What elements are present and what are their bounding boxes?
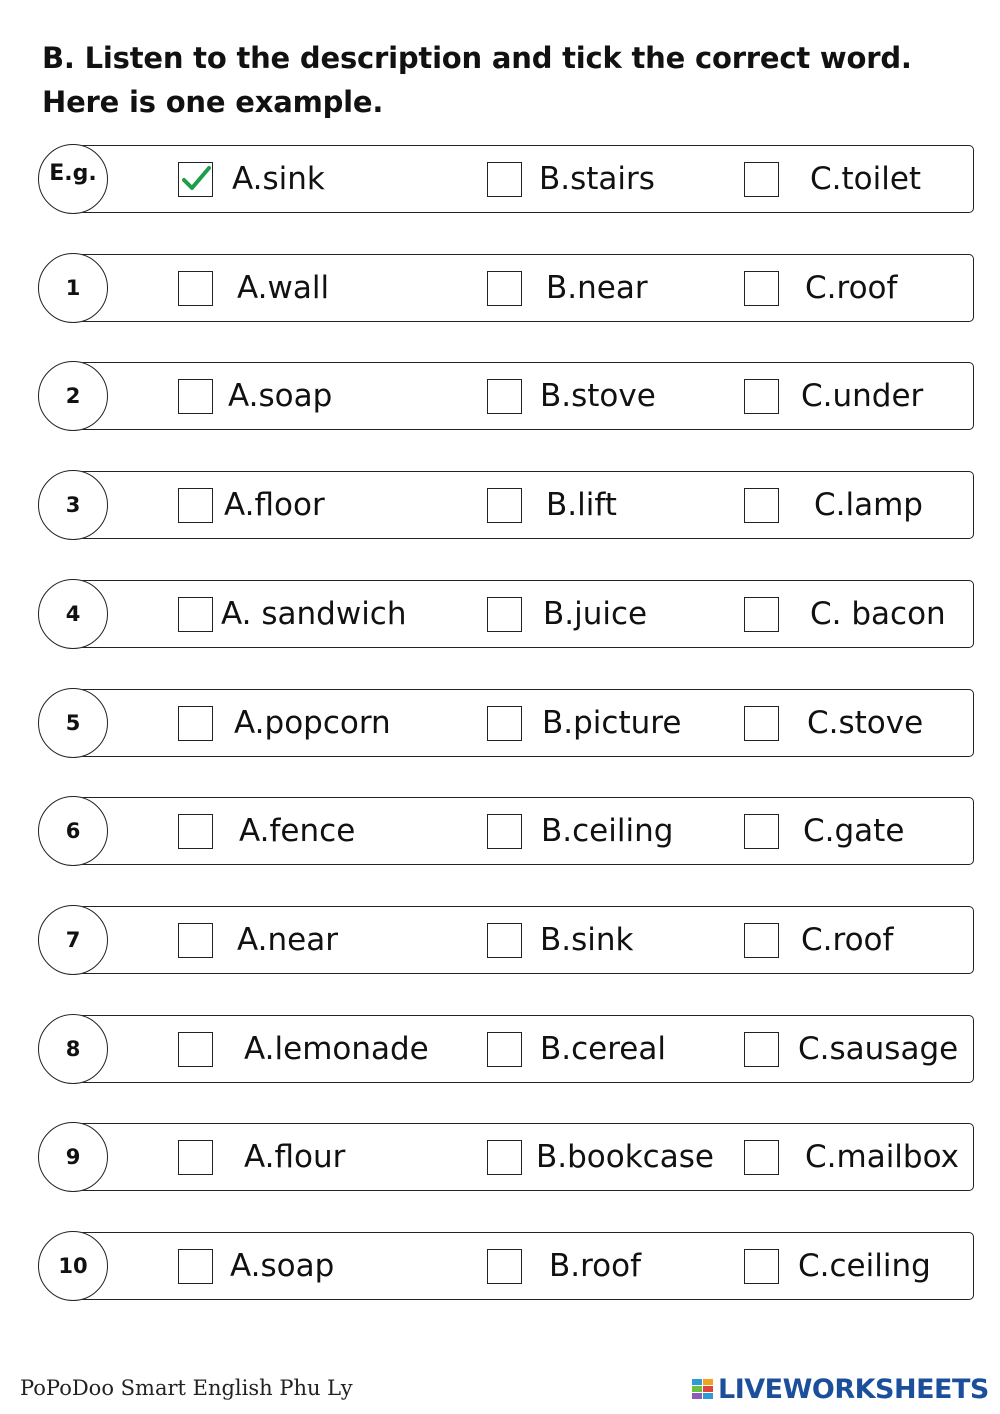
option-label: B.stove [540,378,656,415]
option-label: A.fence [239,813,356,850]
option-label: A.floor [224,487,325,524]
tick-checkbox[interactable] [744,1249,779,1284]
option-label: A.soap [230,1248,335,1284]
option-label: C.ceiling [798,1248,931,1284]
tick-checkbox[interactable] [744,488,779,523]
option-label: C.stove [807,704,924,741]
tick-checkbox[interactable] [744,1140,779,1175]
option-label: C.under [801,378,924,415]
instruction-line-2: Here is one example. [42,85,384,119]
question-row [0,362,1000,434]
tick-checkbox[interactable] [744,271,779,306]
tick-checkbox[interactable] [178,379,213,414]
option-label: A.near [237,921,338,958]
option-label: C.lamp [814,487,923,524]
question-row [0,906,1000,978]
tick-checkbox[interactable] [178,488,213,523]
question-row [0,1015,1000,1087]
tick-checkbox[interactable] [487,597,522,632]
option-label: C.roof [805,269,898,306]
question-row [0,254,1000,326]
tick-checkbox[interactable] [487,923,522,958]
tick-checkbox[interactable] [178,162,213,197]
question-row [0,797,1000,869]
option-label: B.roof [549,1248,642,1284]
tick-checkbox[interactable] [487,814,522,849]
liveworksheets-logo-icon [692,1377,714,1401]
option-label: C.roof [801,921,894,958]
question-number: 5 [38,688,108,758]
question-number: 4 [38,579,108,649]
question-row [0,580,1000,652]
question-row [0,1232,1000,1304]
option-label: B.juice [543,595,648,632]
tick-checkbox[interactable] [178,1032,213,1067]
tick-checkbox[interactable] [744,597,779,632]
question-number: 1 [38,253,108,323]
option-label: C.mailbox [805,1139,959,1176]
question-number: 10 [38,1231,108,1301]
tick-checkbox[interactable] [487,162,522,197]
tick-checkbox[interactable] [487,1032,522,1067]
option-label: A.sink [232,161,325,197]
liveworksheets-brand[interactable] [692,1372,989,1406]
tick-checkbox[interactable] [178,923,213,958]
option-label: B.stairs [539,161,655,197]
tick-checkbox[interactable] [178,597,213,632]
option-label: A. sandwich [221,595,407,632]
tick-checkbox[interactable] [178,271,213,306]
option-label: C.gate [803,813,905,850]
option-label: B.cereal [540,1030,666,1067]
option-label: A.soap [228,378,333,415]
option-label: A.wall [237,269,330,306]
tick-checkbox[interactable] [487,488,522,523]
tick-checkbox[interactable] [744,379,779,414]
question-number: E.g. [38,144,108,214]
tick-checkbox[interactable] [744,706,779,741]
checkmark-icon [181,164,211,194]
option-label: B.near [546,269,648,306]
tick-checkbox[interactable] [178,814,213,849]
question-number: 8 [38,1014,108,1084]
footer-credit: PoPoDoo Smart English Phu Ly [20,1376,353,1400]
tick-checkbox[interactable] [178,1140,213,1175]
example-row [0,145,1000,217]
question-number: 2 [38,361,108,431]
question-row [0,471,1000,543]
option-label: B.sink [540,921,634,958]
option-label: B.ceiling [541,813,674,850]
tick-checkbox[interactable] [744,814,779,849]
question-number: 7 [38,905,108,975]
option-label: B.picture [542,704,682,741]
tick-checkbox[interactable] [744,923,779,958]
tick-checkbox[interactable] [178,1249,213,1284]
question-number: 9 [38,1122,108,1192]
question-number: 3 [38,470,108,540]
option-label: A.lemonade [244,1030,429,1067]
option-label: C.toilet [810,161,922,197]
instruction-line-1: B. Listen to the description and tick the correct word. [42,41,912,75]
option-label: A.popcorn [234,704,391,741]
option-label: B.lift [546,487,617,524]
tick-checkbox[interactable] [487,1140,522,1175]
option-label: B.bookcase [536,1139,714,1176]
tick-checkbox[interactable] [487,706,522,741]
instructions [42,36,962,124]
option-label: C.sausage [798,1030,959,1067]
option-label: A.flour [244,1139,346,1176]
tick-checkbox[interactable] [744,1032,779,1067]
question-number: 6 [38,796,108,866]
question-row [0,1123,1000,1195]
question-row [0,689,1000,761]
tick-checkbox[interactable] [178,706,213,741]
option-label: C. bacon [810,595,946,632]
tick-checkbox[interactable] [487,1249,522,1284]
tick-checkbox[interactable] [487,271,522,306]
tick-checkbox[interactable] [487,379,522,414]
tick-checkbox[interactable] [744,162,779,197]
brand-name: LIVEWORKSHEETS [718,1373,989,1405]
